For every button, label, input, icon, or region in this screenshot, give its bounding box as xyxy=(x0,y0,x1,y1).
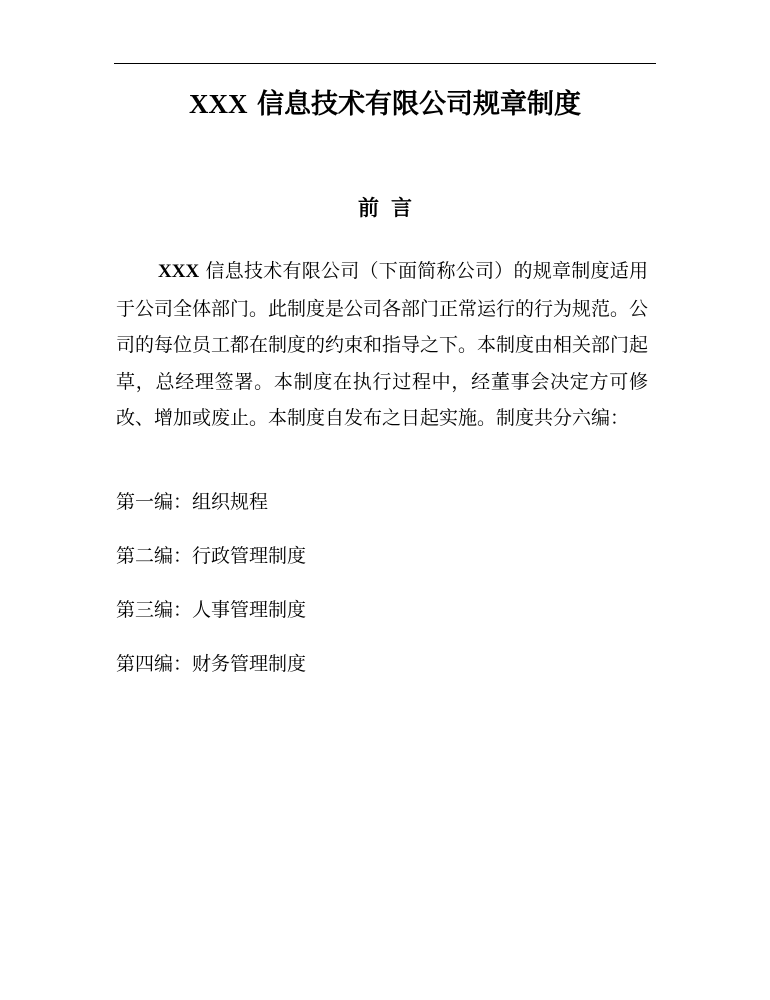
header-rule xyxy=(114,63,656,64)
chapter-item: 第三编：人事管理制度 xyxy=(116,599,307,621)
chapter-item: 第一编：组织规程 xyxy=(116,491,269,513)
document-title xyxy=(114,84,656,125)
preface-paragraph xyxy=(116,253,648,437)
chapter-list xyxy=(116,484,306,700)
document-title-prefix: XXX xyxy=(189,89,248,119)
preface-paragraph-rest: 信息技术有限公司（下面简称公司）的规章制度适用于公司全体部门。此制度是公司各部门正常运行的行为规范。公司的每位员工都在制度的约束和指导之下。本制度由相关部门起草，总经理签署。本制度在执行过程中，经董事会决定方可修改、增加或废止。本制度自发布之日起实施。制度共分六编： xyxy=(116,260,649,429)
chapter-item: 第二编：行政管理制度 xyxy=(116,545,307,567)
chapter-item: 第四编：财务管理制度 xyxy=(116,653,307,675)
preface-heading: 前言 xyxy=(358,196,424,220)
document-title-rest: 信息技术有限公司规章制度 xyxy=(247,89,581,120)
preface-paragraph-prefix: XXX xyxy=(158,261,200,282)
